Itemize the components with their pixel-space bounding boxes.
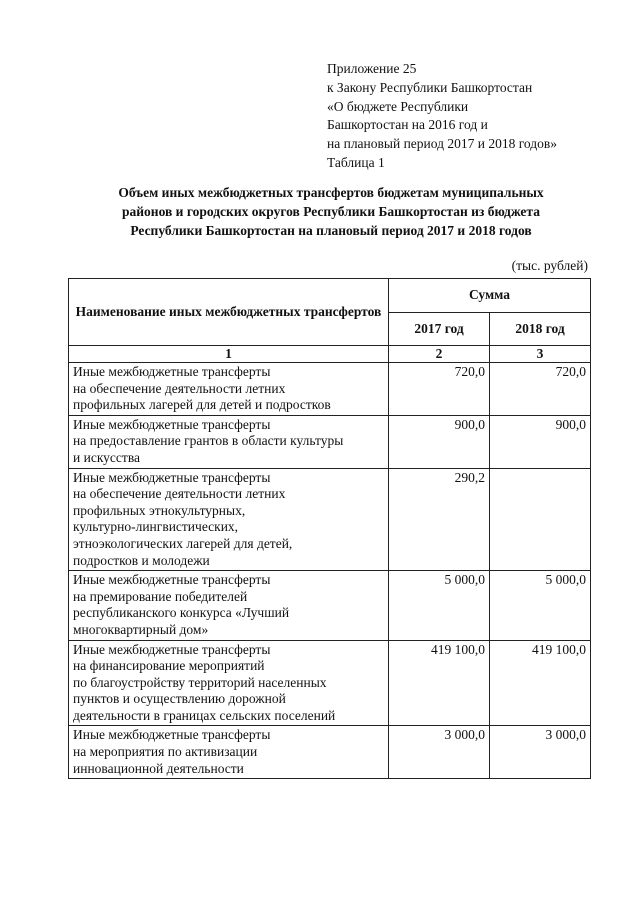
amount-2018-cell: 3 000,0 — [490, 726, 591, 779]
transfer-name-line: на премирование победителей — [73, 588, 248, 604]
amount-2017-cell: 419 100,0 — [389, 640, 490, 726]
table-row — [69, 726, 591, 779]
column-number: 1 — [69, 346, 389, 363]
transfer-name-line: культурно-лингвистических, — [73, 519, 239, 535]
transfer-name-line: Иные межбюджетные трансферты — [73, 572, 271, 588]
transfer-name-cell — [69, 571, 389, 640]
transfer-name-line: профильных лагерей для детей и подростков — [73, 397, 331, 413]
amount-2018-cell: 720,0 — [490, 363, 591, 416]
header-sum-cell — [389, 279, 591, 313]
appendix-line: на плановый период 2017 и 2018 годов» — [327, 136, 558, 152]
transfer-name-line: Иные межбюджетные трансферты — [73, 364, 271, 379]
transfer-name-line: на финансирование мероприятий — [73, 658, 265, 674]
document-title — [60, 183, 602, 240]
title-line: районов и городских округов Республики Башкортостан из бюджета — [122, 204, 540, 219]
transfer-name-line: пунктов и осуществлению дорожной — [73, 691, 286, 707]
header-year-2018 — [490, 312, 591, 346]
header-name-text: Наименование иных межбюджетных трансфертов — [75, 304, 382, 319]
table-body — [69, 363, 591, 779]
appendix-line: «О бюджете Республики — [327, 98, 469, 114]
column-number-row — [69, 346, 591, 363]
appendix-line: Башкортостан на 2016 год и — [327, 117, 488, 133]
transfers-table — [68, 278, 591, 779]
amount-2017-cell: 5 000,0 — [389, 571, 490, 640]
transfer-name-cell — [69, 415, 389, 468]
amount-2017-cell: 720,0 — [389, 363, 490, 416]
transfer-name-line: Иные межбюджетные трансферты — [73, 641, 271, 657]
table-row — [69, 640, 591, 726]
transfer-name-line: инновационной деятельности — [73, 760, 244, 776]
transfer-name-line: на мероприятия по активизации — [73, 744, 258, 760]
appendix-reference — [327, 60, 557, 173]
transfer-name-cell — [69, 363, 389, 416]
amount-2018-cell — [490, 468, 591, 571]
unit-label: (тыс. рублей) — [511, 258, 588, 273]
transfer-name-line: и искусства — [73, 449, 141, 465]
title-line: Объем иных межбюджетных трансфертов бюджетам муниципальных — [118, 185, 544, 200]
transfer-name-line: профильных этнокультурных, — [73, 502, 246, 518]
transfer-name-line: деятельности в границах сельских поселений — [73, 707, 336, 723]
transfer-name-cell — [69, 468, 389, 571]
transfer-name-line: Иные межбюджетные трансферты — [73, 469, 271, 485]
column-number: 2 — [389, 346, 490, 363]
column-number: 3 — [490, 346, 591, 363]
appendix-line: Приложение 25 — [327, 61, 417, 76]
transfer-name-cell — [69, 640, 389, 726]
amount-2017-cell: 290,2 — [389, 468, 490, 571]
header-year-2017 — [389, 312, 490, 346]
table-row — [69, 415, 591, 468]
header-year-text: 2018 год — [515, 320, 565, 336]
transfer-name-line: подростков и молодежи — [73, 552, 210, 568]
table-row — [69, 468, 591, 571]
table-row — [69, 363, 591, 416]
transfer-name-line: Иные межбюджетные трансферты — [73, 727, 271, 743]
title-line: Республики Башкортостан на плановый период 2017 и 2018 годов — [130, 223, 532, 238]
amount-2018-cell: 900,0 — [490, 415, 591, 468]
transfer-name-line: на обеспечение деятельности летних — [73, 486, 286, 502]
header-sum-text: Сумма — [468, 287, 511, 303]
transfer-name-line: по благоустройству территорий населенных — [73, 674, 327, 690]
transfer-name-line: на обеспечение деятельности летних — [73, 380, 286, 396]
amount-2018-cell: 5 000,0 — [490, 571, 591, 640]
table-row — [69, 571, 591, 640]
header-year-text: 2017 год — [414, 320, 464, 336]
amount-2018-cell: 419 100,0 — [490, 640, 591, 726]
amount-2017-cell: 900,0 — [389, 415, 490, 468]
transfer-name-line: на предоставление грантов в области культуры — [73, 433, 344, 449]
transfer-name-line: Иные межбюджетные трансферты — [73, 416, 271, 432]
transfer-name-line: многоквартирный дом» — [73, 621, 209, 637]
header-name-cell — [69, 279, 389, 346]
appendix-line: к Закону Республики Башкортостан — [327, 79, 533, 95]
transfer-name-line: этноэкологических лагерей для детей, — [73, 535, 293, 551]
transfer-name-line: республиканского конкурса «Лучший — [73, 605, 290, 621]
amount-2017-cell: 3 000,0 — [389, 726, 490, 779]
transfer-name-cell — [69, 726, 389, 779]
appendix-line: Таблица 1 — [327, 154, 385, 170]
